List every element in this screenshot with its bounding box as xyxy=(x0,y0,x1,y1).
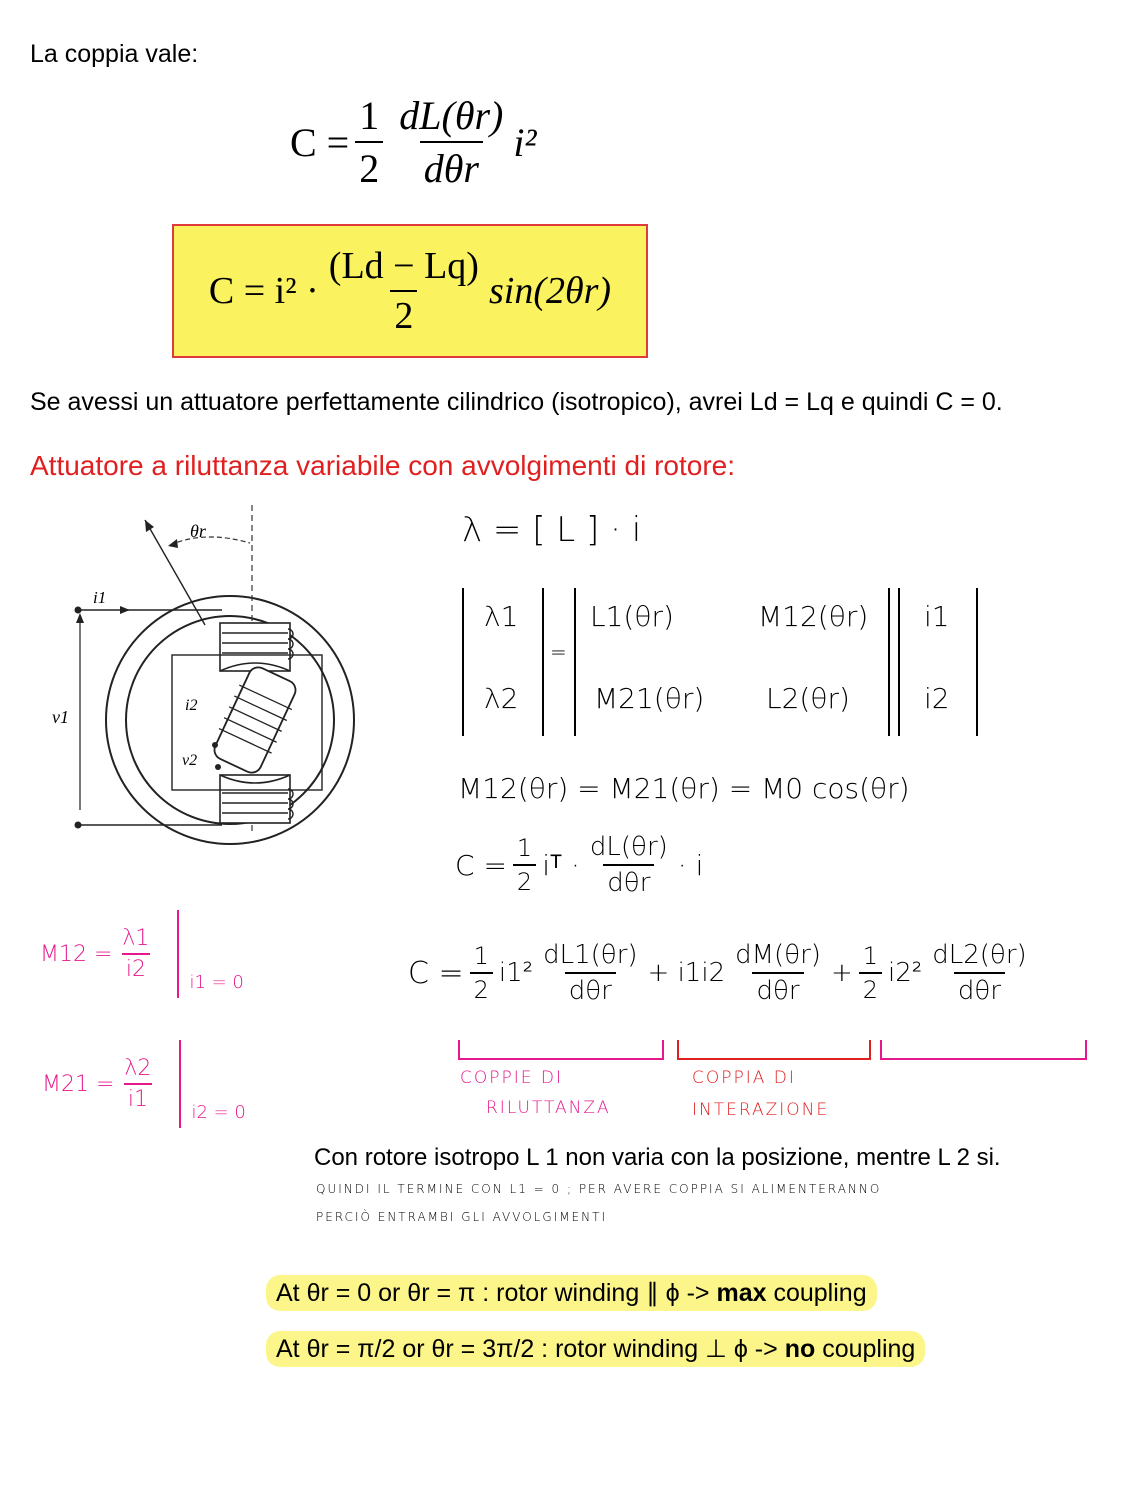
boxed-lhs: C = i² · xyxy=(208,270,319,312)
theta-label: θr xyxy=(190,521,206,541)
torque-matrix-form: C = $\frac{1}{2}$ iᵀ · $\frac{dL(\theta r)}{\text{dθr}}$ · i xyxy=(455,832,704,898)
coupling-none-bold: no xyxy=(784,1335,816,1363)
terminal-bottom xyxy=(75,822,82,829)
i2-label: i2 xyxy=(185,697,198,714)
m21-definition: M21 = $\frac{\lambda 2}{i1}$ i2 = 0 xyxy=(42,1040,246,1128)
boxed-fraction: $\frac{(Ld - Lq)}{2}$ xyxy=(328,245,479,337)
bracket-interaction xyxy=(677,1040,871,1060)
label-interaction-line1: COPPIA DI xyxy=(692,1068,796,1088)
bracket-reluctance-2 xyxy=(880,1040,1087,1060)
torque-equation xyxy=(290,92,536,192)
intro-text: La coppia vale: xyxy=(30,40,199,68)
coupling-none-prefix: At θr = π/2 or θr = 3π/2 : rotor winding ⊥ ϕ -> xyxy=(276,1335,778,1363)
eq-half-fraction: $\frac{1}{2}$ xyxy=(355,92,383,192)
m12-definition: M12 = $\frac{\lambda 1}{i2}$ i1 = 0 xyxy=(40,910,244,998)
coupling-max-bold: max xyxy=(716,1279,767,1307)
label-interaction-line2: INTERAZIONE xyxy=(692,1100,830,1120)
torque-expanded: C = $\frac{1}{2}$ i1² $\frac{dL1(\theta r)}{\text{dθr}}$ + i1i2 $\frac{dM(\theta r)}{\text{dθr}}$ + $\frac{1}{2}$ i2² $\frac{dL2(\theta r)}{\text{dθr}}$ xyxy=(408,940,1027,1006)
eq-lhs: C = xyxy=(290,119,350,165)
label-reluctance-line1: COPPIE DI xyxy=(460,1068,564,1088)
v1-label: v1 xyxy=(52,707,69,727)
flux-equation: λ = [ L ] · i xyxy=(462,510,642,550)
coupling-none-suffix: coupling xyxy=(822,1335,916,1363)
actuator-diagram xyxy=(40,505,380,845)
mutual-inductance-equation: M12(θr) = M21(θr) = M0 cos(θr) xyxy=(458,772,910,805)
boxed-torque-equation xyxy=(172,224,648,358)
i1-label: i1 xyxy=(93,588,107,607)
theta-arc xyxy=(170,537,250,545)
section-title: Attuatore a riluttanza variabile con avvolgimenti di rotore: xyxy=(30,450,736,481)
bracket-reluctance xyxy=(458,1040,664,1060)
eq-tail: i² xyxy=(513,119,537,165)
v2-label: v2 xyxy=(182,752,198,769)
label-reluctance-line2: RILUTTANZA xyxy=(486,1098,611,1118)
rotor-note: Con rotore isotropo L 1 non varia con la posizione, mentre L 2 si. xyxy=(314,1144,1001,1171)
isotropic-note: Se avessi un attuatore perfettamente cilindrico (isotropico), avrei Ld = Lq e quindi C = 0. xyxy=(30,388,1003,416)
handwritten-note-line1: QUINDI IL TERMINE CON L1 = 0 ; PER AVERE COPPIA SI ALIMENTERANNO xyxy=(316,1182,882,1196)
coupling-max-line xyxy=(266,1278,877,1308)
coupling-none-line xyxy=(266,1334,925,1364)
rotor xyxy=(208,662,303,777)
boxed-tail: sin(2θr) xyxy=(488,270,612,312)
terminal-top xyxy=(75,607,82,614)
coupling-max-prefix: At θr = 0 or θr = π : rotor winding ∥ ϕ -> xyxy=(276,1279,710,1307)
handwritten-note-line2: PERCIÒ ENTRAMBI GLI AVVOLGIMENTI xyxy=(316,1210,607,1224)
eq-derivative-fraction: $\frac{dL(\theta r)}{\text{dθr}}$ xyxy=(399,93,504,191)
coupling-max-suffix: coupling xyxy=(773,1279,867,1307)
